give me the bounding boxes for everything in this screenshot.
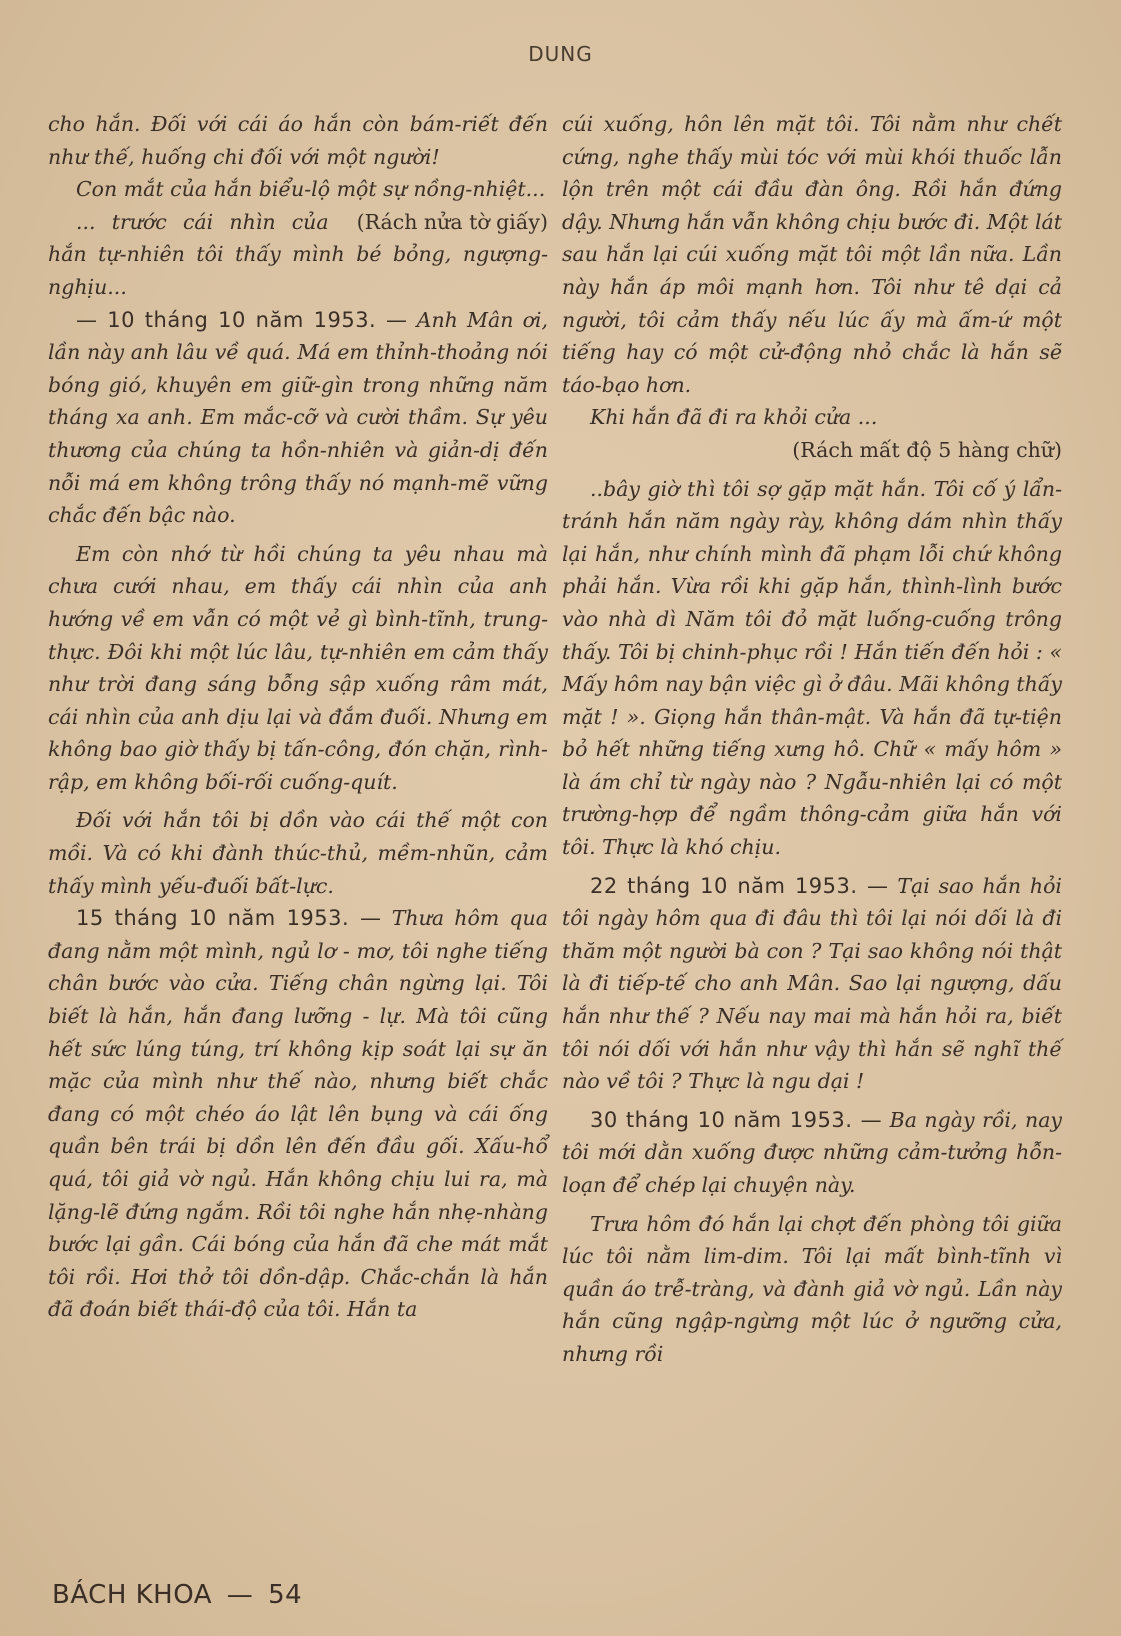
paragraph-text: Em còn nhớ từ hồi chúng ta yêu nhau mà chưa cưới nhau, em thấy cái nhìn của anh hướng về em vẫn có một vẻ gì bình-tĩnh, trung-thực. Đôi khi một lúc lâu, tự-nhiên em cảm thấy như trời đang sáng bỗng sập xuống râm mát, cái nhìn của anh dịu lại và đắm đuối. Nhưng em không bao giờ thấy bị tấn-công, đón chặn, rình-rập, em không bối-rối cuống-quít. bbox=[48, 541, 548, 794]
paragraph bbox=[48, 538, 548, 799]
magazine-name: BÁCH KHOA bbox=[52, 1580, 213, 1610]
paragraph bbox=[562, 870, 1062, 1098]
diary-date: — 10 tháng 10 năm 1953. — bbox=[76, 307, 408, 332]
paragraph bbox=[562, 473, 1062, 864]
paragraph bbox=[562, 401, 1062, 434]
page-footer bbox=[52, 1580, 308, 1610]
paragraph-text: cúi xuống, hôn lên mặt tôi. Tôi nằm như chết cứng, nghe thấy mùi tóc với mùi khói thuốc lẫn lộn trên một cái đầu đàn ông. Rồi hắn đứng dậy. Nhưng hắn vẫn không chịu bước đi. Một lát sau hắn lại cúi xuống mặt tôi một lần nữa. Lần này hắn áp môi mạnh hơn. Tôi như tê dại cả người, tôi cảm thấy nếu lúc ấy mà ấm-ứ một tiếng hay có một cử-động nhỏ chắc là hắn sẽ táo-bạo hơn. bbox=[562, 112, 1062, 397]
paragraph-text: cho hắn. Đối với cái áo hắn còn bám-riết đến như thế, huống chi đối với một người! bbox=[48, 112, 548, 169]
footer-dash: — bbox=[226, 1580, 254, 1610]
paragraph-text: Khi hắn đã đi ra khỏi cửa ... bbox=[590, 405, 878, 430]
paragraph-text: Đối với hắn tôi bị dồn vào cái thế một con mồi. Và có khi đành thúc-thủ, mềm-nhũn, cảm thấy mình yếu-đuối bất-lực. bbox=[48, 808, 548, 898]
paragraph-text: Con mắt của hắn biểu-lộ một sự nồng-nhiệt... bbox=[76, 177, 546, 202]
page-number: 54 bbox=[268, 1580, 303, 1610]
diary-date: 22 tháng 10 năm 1953. — bbox=[590, 873, 889, 898]
torn-page-note: (Rách nửa tờ giấy) bbox=[356, 209, 548, 234]
diary-date: 30 tháng 10 năm 1953. — bbox=[590, 1107, 883, 1132]
running-title: DUNG bbox=[528, 42, 593, 66]
diary-date: 15 tháng 10 năm 1953. — bbox=[76, 906, 382, 931]
paragraph bbox=[48, 902, 548, 1326]
paragraph bbox=[562, 108, 1062, 401]
paragraph-text: ..bây giờ thì tôi sợ gặp mặt hắn. Tôi cố ý lẩn-tránh hắn năm ngày rày, không dám nhìn thấy lại hắn, như chính mình đã phạm lỗi chứ không phải hắn. Vừa rồi khi gặp hắn, thình-lình bước vào nhà dì Năm tôi đỏ mặt luống-cuống trông thấy. Tôi bị chinh-phục rồi ! Hắn tiến đến hỏi : « Mấy hôm nay bận việc gì ở đâu. Mãi không thấy mặt ! ». Giọng hắn thân-mật. Và hắn đã tự-tiện bỏ hết những tiếng xưng hô. Chữ « mấy hôm » là ám chỉ từ ngày nào ? Ngẫu-nhiên lại có một trường-hợp để ngầm thông-cảm giữa hắn với tôi. Thực là khó chịu. bbox=[562, 476, 1062, 860]
paragraph-text: ... trước cái nhìn của hắn tự-nhiên tôi thấy mình bé bỏng, ngượng-nghịu... bbox=[48, 209, 548, 299]
paragraph bbox=[48, 173, 548, 234]
paragraph-text: Thưa hôm qua đang nằm một mình, ngủ lơ - mơ, tôi nghe tiếng chân bước vào cửa. Tiếng chân ngừng lại. Tôi biết là hắn, hắn đang lưỡng - lự. Mà tôi cũng hết sức lúng túng, trí không kịp soát lại sự ăn mặc của mình như thế nào, nhưng biết chắc đang có một chéo áo lật lên bụng và cái ống quần bên trái bị dồn lên đến đầu gối. Xấu-hổ quá, tôi giả vờ ngủ. Hắn không chịu lui ra, mà lặng-lẽ đứng ngắm. Rồi tôi nghe hắn nhẹ-nhàng bước lại gần. Cái bóng của hắn đã che mát mắt tôi rồi. Hơi thở tôi dồn-dập. Chắc-chắn là hắn đã đoán biết thái-độ của tôi. Hắn ta bbox=[48, 906, 548, 1322]
paragraph bbox=[48, 108, 548, 173]
paragraph bbox=[562, 1104, 1062, 1202]
note-text: (Rách mất độ 5 hàng chữ) bbox=[792, 437, 1062, 462]
right-column bbox=[562, 108, 1062, 1371]
left-column bbox=[48, 108, 548, 1326]
paragraph bbox=[562, 1208, 1062, 1371]
paragraph-text: Tại sao hắn hỏi tôi ngày hôm qua đi đâu thì tôi lại nói dối là đi thăm một người bà con ? Tại sao không nói thật là đi tiếp-tế cho anh Mân. Sao lại ngượng, dấu hắn như thế ? Nếu nay mai mà hắn hỏi ra, biết tôi nói dối với hắn như vậy thì hắn sẽ nghĩ thế nào về tôi ? Thực là ngu dại ! bbox=[562, 873, 1062, 1094]
paragraph-text: Ba ngày rồi, nay tôi mới dằn xuống được những cảm-tưởng hỗn-loạn để chép lại chuyện này. bbox=[562, 1107, 1062, 1197]
paragraph-text: Anh Mân ơi, lần này anh lâu về quá. Má em thỉnh-thoảng nói bóng gió, khuyên em giữ-gìn trong những năm tháng xa anh. Em mắc-cỡ và cười thầm. Sự yêu thương của chúng ta hồn-nhiên và giản-dị đến nỗi má em không trông thấy nó mạnh-mẽ vững chắc đến bậc nào. bbox=[48, 307, 548, 528]
paragraph bbox=[48, 304, 548, 532]
torn-page-note bbox=[562, 434, 1062, 467]
paragraph-text: Trưa hôm đó hắn lại chợt đến phòng tôi giữa lúc tôi nằm lim-dim. Tôi lại mất bình-tĩnh vì quần áo trễ-tràng, và đành giả vờ ngủ. Lần này hắn cũng ngập-ngừng một lúc ở ngưỡng cửa, nhưng rồi bbox=[562, 1211, 1062, 1366]
paragraph bbox=[48, 804, 548, 902]
